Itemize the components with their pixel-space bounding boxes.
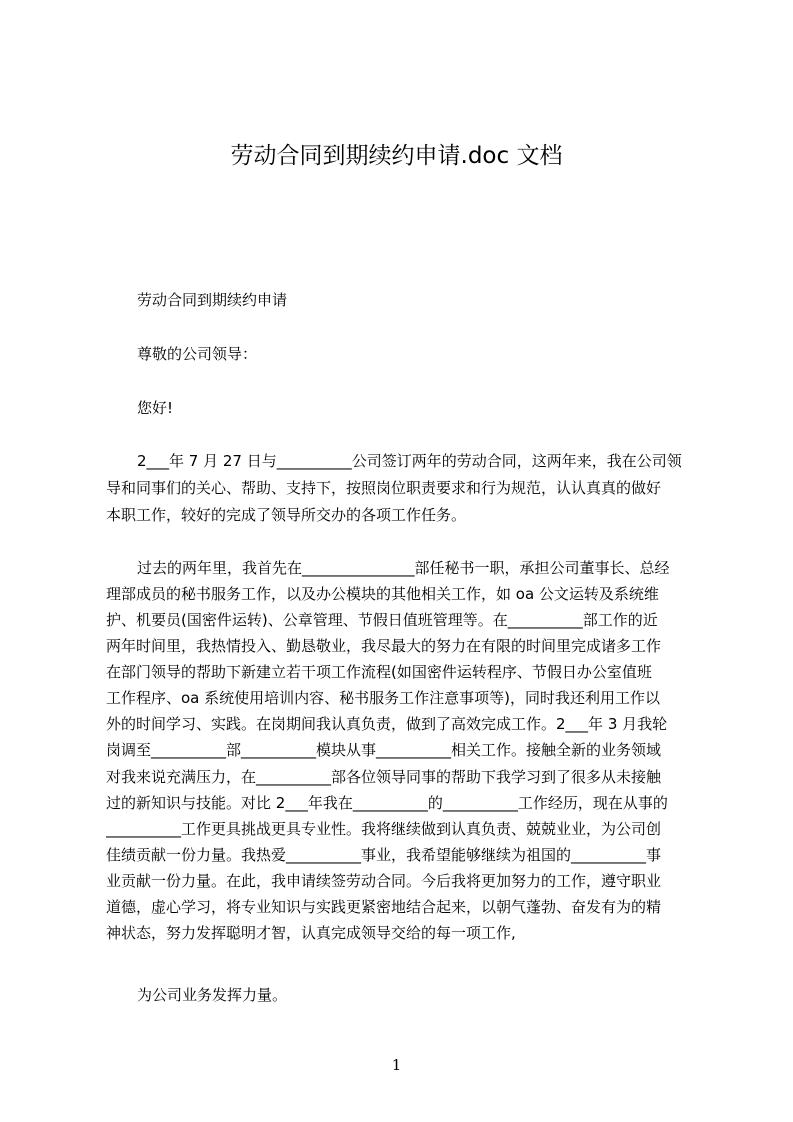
salutation: 尊敬的公司领导： — [137, 345, 258, 363]
page-number: 1 — [391, 1056, 402, 1074]
paragraph-1-line: 导和同事们的关心、帮助、支持下，按照岗位职责要求和行为规范，认认真真的做好 — [106, 479, 662, 497]
paragraph-1-line: 本职工作，较好的完成了领导所交办的各项工作任务。 — [106, 506, 467, 524]
paragraph-2-line: 过去的两年里，我首先在_______________部任秘书一职，承担公司董事长、总经 — [137, 559, 670, 577]
paragraph-2-line: 理部成员的秘书服务工作，以及办公模块的其他相关工作，如 oa 公文运转及系统维 — [106, 585, 659, 603]
paragraph-2-line: 岗调至__________部__________模块从事__________相关工作。接触全新的业务领域 — [106, 741, 662, 759]
paragraph-2-line: 神状态，努力发挥聪明才智，认真完成领导交给的每一项工作, — [106, 924, 516, 942]
document-title: 劳动合同到期续约申请.doc 文档 — [230, 143, 563, 169]
paragraph-1-line: 2___年 7 月 27 日与__________公司签订两年的劳动合同，这两年来，我在公司领 — [137, 452, 682, 470]
greeting: 您好! — [137, 399, 174, 417]
paragraph-2-line: 过的新知识与技能。对比 2___年我在__________的__________工作经历，现在从事的 — [106, 794, 668, 812]
paragraph-2-line: 护、机要员(国密件运转)、公章管理、节假日值班管理等。在__________部工作的近 — [106, 611, 658, 629]
paragraph-2-line: 佳绩贡献一份力量。我热爱__________事业，我希望能够继续为祖国的__________事 — [106, 846, 662, 864]
paragraph-2-line: 在部门领导的帮助下新建立若干项工作流程(如国密件运转程序、节假日办公室值班 — [106, 663, 652, 681]
paragraph-2-line: 业贡献一份力量。在此，我申请续签劳动合同。今后我将更加努力的工作，遵守职业 — [106, 872, 662, 890]
paragraph-2-line: __________工作更具挑战更具专业性。我将继续做到认真负责、兢兢业业，为公司创 — [106, 820, 662, 838]
paragraph-2-line: 两年时间里，我热情投入、勤恳敬业，我尽最大的努力在有限的时间里完成诸多工作 — [106, 637, 662, 655]
paragraph-2-line: 道德，虚心学习，将专业知识与实践更紧密地结合起来，以朝气蓬勃、奋发有为的精 — [106, 898, 662, 916]
paragraph-2-line: 外的时间学习、实践。在岗期间我认真负责，做到了高效完成工作。2___年 3 月我轮 — [106, 715, 668, 733]
paragraph-2-line: 对我来说充满压力，在__________部各位领导同事的帮助下我学习到了很多从未接触 — [106, 768, 662, 786]
letter-heading: 劳动合同到期续约申请 — [137, 291, 288, 309]
closing-line: 为公司业务发挥力量。 — [137, 986, 288, 1004]
paragraph-2-line: 工作程序、oa 系统使用培训内容、秘书服务工作注意事项等)，同时我还利用工作以 — [106, 689, 660, 707]
